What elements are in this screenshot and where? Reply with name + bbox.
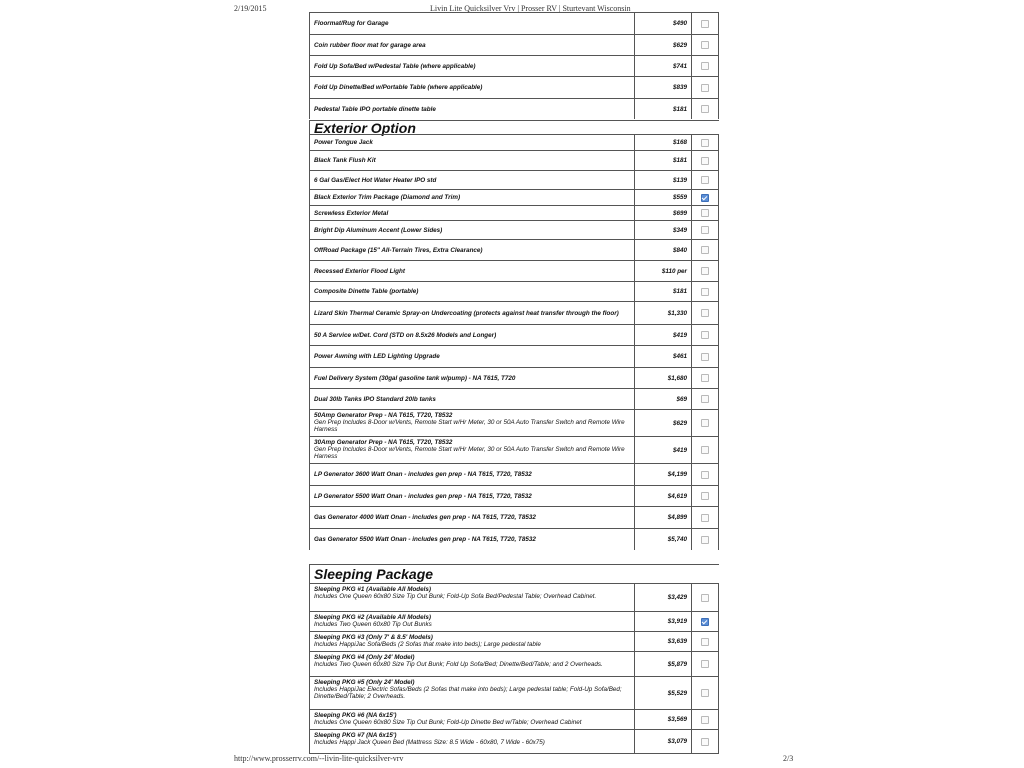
option-title: LP Generator 3600 Watt Onan - includes gen prep - NA T615, T720, T8532 xyxy=(314,471,532,478)
option-name xyxy=(309,584,635,611)
option-checkbox[interactable] xyxy=(701,618,709,626)
top-row xyxy=(309,98,719,119)
option-name xyxy=(309,302,635,324)
exterior-row xyxy=(309,324,719,345)
option-checkbox[interactable] xyxy=(701,536,709,544)
option-price: $490 xyxy=(635,13,692,34)
option-description: Includes HappiJac Electric Sofas/Beds (2 Sofas that make into beds); Large pedestal table; Fold-Up Sofa/Bed; Dinette/Bed/Table; 2 Overheads. xyxy=(314,686,622,700)
option-title: Sleeping PKG #2 (Available All Models) xyxy=(314,614,431,621)
option-price: $110 per xyxy=(635,261,692,281)
option-price: $181 xyxy=(635,282,692,301)
option-title: Coin rubber floor mat for garage area xyxy=(314,41,426,49)
option-title: Recessed Exterior Flood Light xyxy=(314,267,405,275)
option-title: Screwless Exterior Metal xyxy=(314,209,389,217)
option-name xyxy=(309,206,635,220)
option-price: $3,919 xyxy=(635,612,692,631)
option-description: Includes One Queen 60x80 Size Tip Out Bunk; Fold-Up Dinette Bed w/Table; Overhead Cabinet xyxy=(314,719,582,726)
option-checkbox-cell xyxy=(692,486,719,506)
exterior-row xyxy=(309,205,719,220)
exterior-row xyxy=(309,485,719,506)
option-checkbox-cell xyxy=(692,99,719,119)
exterior-row xyxy=(309,463,719,485)
option-title: Bright Dip Aluminum Accent (Lower Sides) xyxy=(314,226,443,234)
option-checkbox-cell xyxy=(692,261,719,281)
option-name xyxy=(309,652,635,676)
option-name xyxy=(309,151,635,170)
print-date: 2/19/2015 xyxy=(234,4,267,13)
option-title: Floormat/Rug for Garage xyxy=(314,20,389,27)
section-title-sleeping: Sleeping Package xyxy=(309,564,719,583)
option-price: $3,639 xyxy=(635,632,692,651)
option-price: $3,429 xyxy=(635,584,692,611)
option-checkbox-cell xyxy=(692,652,719,676)
option-price: $349 xyxy=(635,221,692,239)
option-price: $741 xyxy=(635,56,692,76)
option-checkbox[interactable] xyxy=(701,288,709,296)
option-title: 30Amp Generator Prep - NA T615, T720, T8532 xyxy=(314,439,453,446)
option-checkbox-cell xyxy=(692,190,719,205)
option-checkbox-cell xyxy=(692,325,719,345)
option-checkbox-cell xyxy=(692,730,719,753)
option-checkbox-cell xyxy=(692,302,719,324)
option-title: Lizard Skin Thermal Ceramic Spray-on Undercoating (protects against heat transfer through the floor) xyxy=(314,309,619,317)
option-name xyxy=(309,710,635,729)
option-checkbox[interactable] xyxy=(701,395,709,403)
option-checkbox-cell xyxy=(692,56,719,76)
option-name xyxy=(309,240,635,260)
option-checkbox-cell xyxy=(692,710,719,729)
sleeping-row xyxy=(309,611,719,631)
option-name xyxy=(309,612,635,631)
option-name xyxy=(309,99,635,119)
option-title: Power Tongue Jack xyxy=(314,139,373,146)
exterior-row xyxy=(309,436,719,463)
option-title: LP Generator 5500 Watt Onan - includes gen prep - NA T615, T720, T8532 xyxy=(314,492,532,500)
option-price: $1,680 xyxy=(635,368,692,388)
option-checkbox[interactable] xyxy=(701,738,709,746)
exterior-row xyxy=(309,506,719,528)
sleeping-row xyxy=(309,709,719,729)
option-checkbox-cell xyxy=(692,35,719,55)
option-name xyxy=(309,486,635,506)
option-checkbox[interactable] xyxy=(701,331,709,339)
option-name xyxy=(309,13,635,34)
option-title: Sleeping PKG #4 (Only 24' Model) xyxy=(314,654,415,661)
option-name xyxy=(309,410,635,436)
options-sheet xyxy=(309,12,719,752)
exterior-row xyxy=(309,367,719,388)
option-title: Fuel Delivery System (30gal gasoline tank w/pump) - NA T615, T720 xyxy=(314,374,516,382)
option-checkbox[interactable] xyxy=(701,41,709,49)
option-price: $4,619 xyxy=(635,486,692,506)
option-name xyxy=(309,77,635,98)
option-description: Includes One Queen 60x80 Size Tip Out Bunk; Fold-Up Sofa Bed/Pedestal Table; Overhead Cabinet. xyxy=(314,593,597,600)
option-checkbox[interactable] xyxy=(701,246,709,254)
option-title: Sleeping PKG #1 (Available All Models) xyxy=(314,586,431,593)
option-checkbox[interactable] xyxy=(701,419,709,427)
option-name xyxy=(309,464,635,485)
option-price: $4,199 xyxy=(635,464,692,485)
option-checkbox[interactable] xyxy=(701,492,709,500)
option-checkbox[interactable] xyxy=(701,309,709,317)
option-price: $181 xyxy=(635,99,692,119)
option-checkbox-cell xyxy=(692,612,719,631)
option-name xyxy=(309,529,635,550)
option-name xyxy=(309,389,635,409)
option-title: Black Exterior Trim Package (Diamond and Trim) xyxy=(314,194,461,201)
option-title: Power Awning with LED Lighting Upgrade xyxy=(314,353,440,360)
option-title: Pedestal Table IPO portable dinette table xyxy=(314,105,436,113)
option-description: Includes Two Queen 60x80 Size Tip Out Bunk; Fold Up Sofa/Bed; Dinette/Bed/Table; and 2 Overheads. xyxy=(314,661,603,668)
option-checkbox[interactable] xyxy=(701,139,709,147)
option-checkbox-cell xyxy=(692,282,719,301)
option-name xyxy=(309,190,635,205)
option-checkbox-cell xyxy=(692,507,719,528)
option-checkbox[interactable] xyxy=(701,157,709,165)
sleeping-row xyxy=(309,676,719,709)
option-title: 50Amp Generator Prep - NA T615, T720, T8532 xyxy=(314,412,453,419)
option-name xyxy=(309,221,635,239)
option-price: $629 xyxy=(635,35,692,55)
option-checkbox[interactable] xyxy=(701,62,709,70)
option-checkbox-cell xyxy=(692,368,719,388)
option-price: $3,079 xyxy=(635,730,692,753)
option-name xyxy=(309,437,635,463)
exterior-row xyxy=(309,409,719,436)
exterior-row xyxy=(309,345,719,367)
option-checkbox-cell xyxy=(692,584,719,611)
option-checkbox[interactable] xyxy=(701,374,709,382)
option-checkbox-cell xyxy=(692,221,719,239)
option-checkbox-cell xyxy=(692,77,719,98)
option-price: $559 xyxy=(635,190,692,205)
top-row xyxy=(309,12,719,34)
option-checkbox[interactable] xyxy=(701,105,709,113)
option-title: Composite Dinette Table (portable) xyxy=(314,288,419,295)
option-price: $699 xyxy=(635,206,692,220)
option-price: $461 xyxy=(635,346,692,367)
option-checkbox[interactable] xyxy=(701,226,709,234)
option-price: $839 xyxy=(635,77,692,98)
option-checkbox[interactable] xyxy=(701,209,709,217)
option-price: $3,569 xyxy=(635,710,692,729)
option-checkbox-cell xyxy=(692,632,719,651)
option-name xyxy=(309,507,635,528)
option-name xyxy=(309,677,635,709)
option-price: $419 xyxy=(635,437,692,463)
option-title: Sleeping PKG #6 (NA 6x15') xyxy=(314,712,397,719)
option-checkbox-cell xyxy=(692,389,719,409)
top-row xyxy=(309,76,719,98)
option-checkbox-cell xyxy=(692,464,719,485)
option-description: Includes Two Queen 60x80 Tip Out Bunks xyxy=(314,621,432,628)
option-name xyxy=(309,368,635,388)
option-title: Fold Up Dinette/Bed w/Portable Table (where applicable) xyxy=(314,84,483,91)
sleeping-row xyxy=(309,631,719,651)
top-row xyxy=(309,34,719,55)
option-title: Sleeping PKG #3 (Only 7' & 8.5' Models) xyxy=(314,634,433,641)
exterior-row xyxy=(309,150,719,170)
option-checkbox[interactable] xyxy=(701,446,709,454)
page-number: 2/3 xyxy=(783,754,794,763)
option-price: $629 xyxy=(635,410,692,436)
option-checkbox[interactable] xyxy=(701,471,709,479)
option-checkbox-cell xyxy=(692,346,719,367)
option-checkbox[interactable] xyxy=(701,660,709,668)
exterior-row xyxy=(309,134,719,150)
option-price: $840 xyxy=(635,240,692,260)
option-title: Sleeping PKG #7 (NA 6x15') xyxy=(314,732,397,739)
option-checkbox[interactable] xyxy=(701,84,709,92)
option-name xyxy=(309,346,635,367)
option-price: $5,529 xyxy=(635,677,692,709)
option-checkbox[interactable] xyxy=(701,594,709,602)
top-row xyxy=(309,55,719,76)
option-price: $181 xyxy=(635,151,692,170)
option-checkbox[interactable] xyxy=(701,689,709,697)
option-checkbox[interactable] xyxy=(701,267,709,275)
sleeping-row xyxy=(309,583,719,611)
option-price: $69 xyxy=(635,389,692,409)
exterior-row xyxy=(309,388,719,409)
option-name xyxy=(309,56,635,76)
option-name xyxy=(309,35,635,55)
option-checkbox[interactable] xyxy=(701,176,709,184)
exterior-row xyxy=(309,301,719,324)
exterior-row xyxy=(309,220,719,239)
option-price: $5,740 xyxy=(635,529,692,550)
option-name xyxy=(309,171,635,189)
option-price: $5,879 xyxy=(635,652,692,676)
option-title: Black Tank Flush Kit xyxy=(314,157,376,164)
option-price: $4,899 xyxy=(635,507,692,528)
option-checkbox-cell xyxy=(692,240,719,260)
option-title: Gas Generator 5500 Watt Onan - includes gen prep - NA T615, T720, T8532 xyxy=(314,536,536,543)
option-price: $168 xyxy=(635,135,692,150)
option-checkbox-cell xyxy=(692,135,719,150)
option-checkbox-cell xyxy=(692,171,719,189)
option-checkbox[interactable] xyxy=(701,20,709,28)
exterior-row xyxy=(309,260,719,281)
option-name xyxy=(309,135,635,150)
option-description: Gen Prep Includes 8-Door w/Vents, Remote Start w/Hr Meter, 30 or 50A Auto Transfer Switch and Remote Wire Harness xyxy=(314,419,625,433)
exterior-row xyxy=(309,189,719,205)
option-title: Gas Generator 4000 Watt Onan - includes gen prep - NA T615, T720, T8532 xyxy=(314,514,536,521)
option-name xyxy=(309,282,635,301)
option-description: Gen Prep Includes 8-Door w/Vents, Remote Start w/Hr Meter, 30 or 50A Auto Transfer Switch and Remote Wire Harness xyxy=(314,446,625,460)
option-title: 6 Gal Gas/Elect Hot Water Heater IPO std xyxy=(314,176,437,184)
option-title: OffRoad Package (15" All-Terrain Tires, Extra Clearance) xyxy=(314,246,483,254)
option-name xyxy=(309,325,635,345)
option-checkbox-cell xyxy=(692,410,719,436)
exterior-row xyxy=(309,528,719,550)
option-name xyxy=(309,261,635,281)
option-checkbox-cell xyxy=(692,677,719,709)
option-title: Dual 30lb Tanks IPO Standard 20lb tanks xyxy=(314,395,436,403)
option-checkbox-cell xyxy=(692,529,719,550)
option-price: $139 xyxy=(635,171,692,189)
option-title: Sleeping PKG #5 (Only 24' Model) xyxy=(314,679,415,686)
option-checkbox[interactable] xyxy=(701,716,709,724)
exterior-row xyxy=(309,239,719,260)
section-title-exterior: Exterior Option xyxy=(309,120,719,134)
option-checkbox[interactable] xyxy=(701,638,709,646)
option-checkbox-cell xyxy=(692,437,719,463)
option-title: Fold Up Sofa/Bed w/Pedestal Table (where applicable) xyxy=(314,62,476,70)
option-name xyxy=(309,730,635,753)
print-url: http://www.prosserrv.com/--livin-lite-quicksilver-vrv xyxy=(234,754,404,763)
option-price: $1,330 xyxy=(635,302,692,324)
option-checkbox[interactable] xyxy=(701,514,709,522)
print-title: Livin Lite Quicksilver Vrv | Prosser RV | Sturtevant Wisconsin xyxy=(430,4,631,13)
sleeping-row xyxy=(309,651,719,676)
exterior-row xyxy=(309,170,719,189)
option-checkbox-cell xyxy=(692,206,719,220)
option-title: 50 A Service w/Det. Cord (STD on 8.5x26 Models and Longer) xyxy=(314,331,497,339)
option-checkbox-cell xyxy=(692,151,719,170)
exterior-row xyxy=(309,281,719,301)
option-description: Includes HappiJac Sofa/Beds (2 Sofas that make into beds); Large pedestal table xyxy=(314,641,541,648)
option-description: Includes Happi Jack Queen Bed (Mattress Size: 8.5 Wide - 60x80, 7 Wide - 60x75) xyxy=(314,739,545,746)
option-checkbox[interactable] xyxy=(701,194,709,202)
option-price: $419 xyxy=(635,325,692,345)
option-checkbox-cell xyxy=(692,13,719,34)
option-name xyxy=(309,632,635,651)
option-checkbox[interactable] xyxy=(701,353,709,361)
sleeping-row xyxy=(309,729,719,753)
